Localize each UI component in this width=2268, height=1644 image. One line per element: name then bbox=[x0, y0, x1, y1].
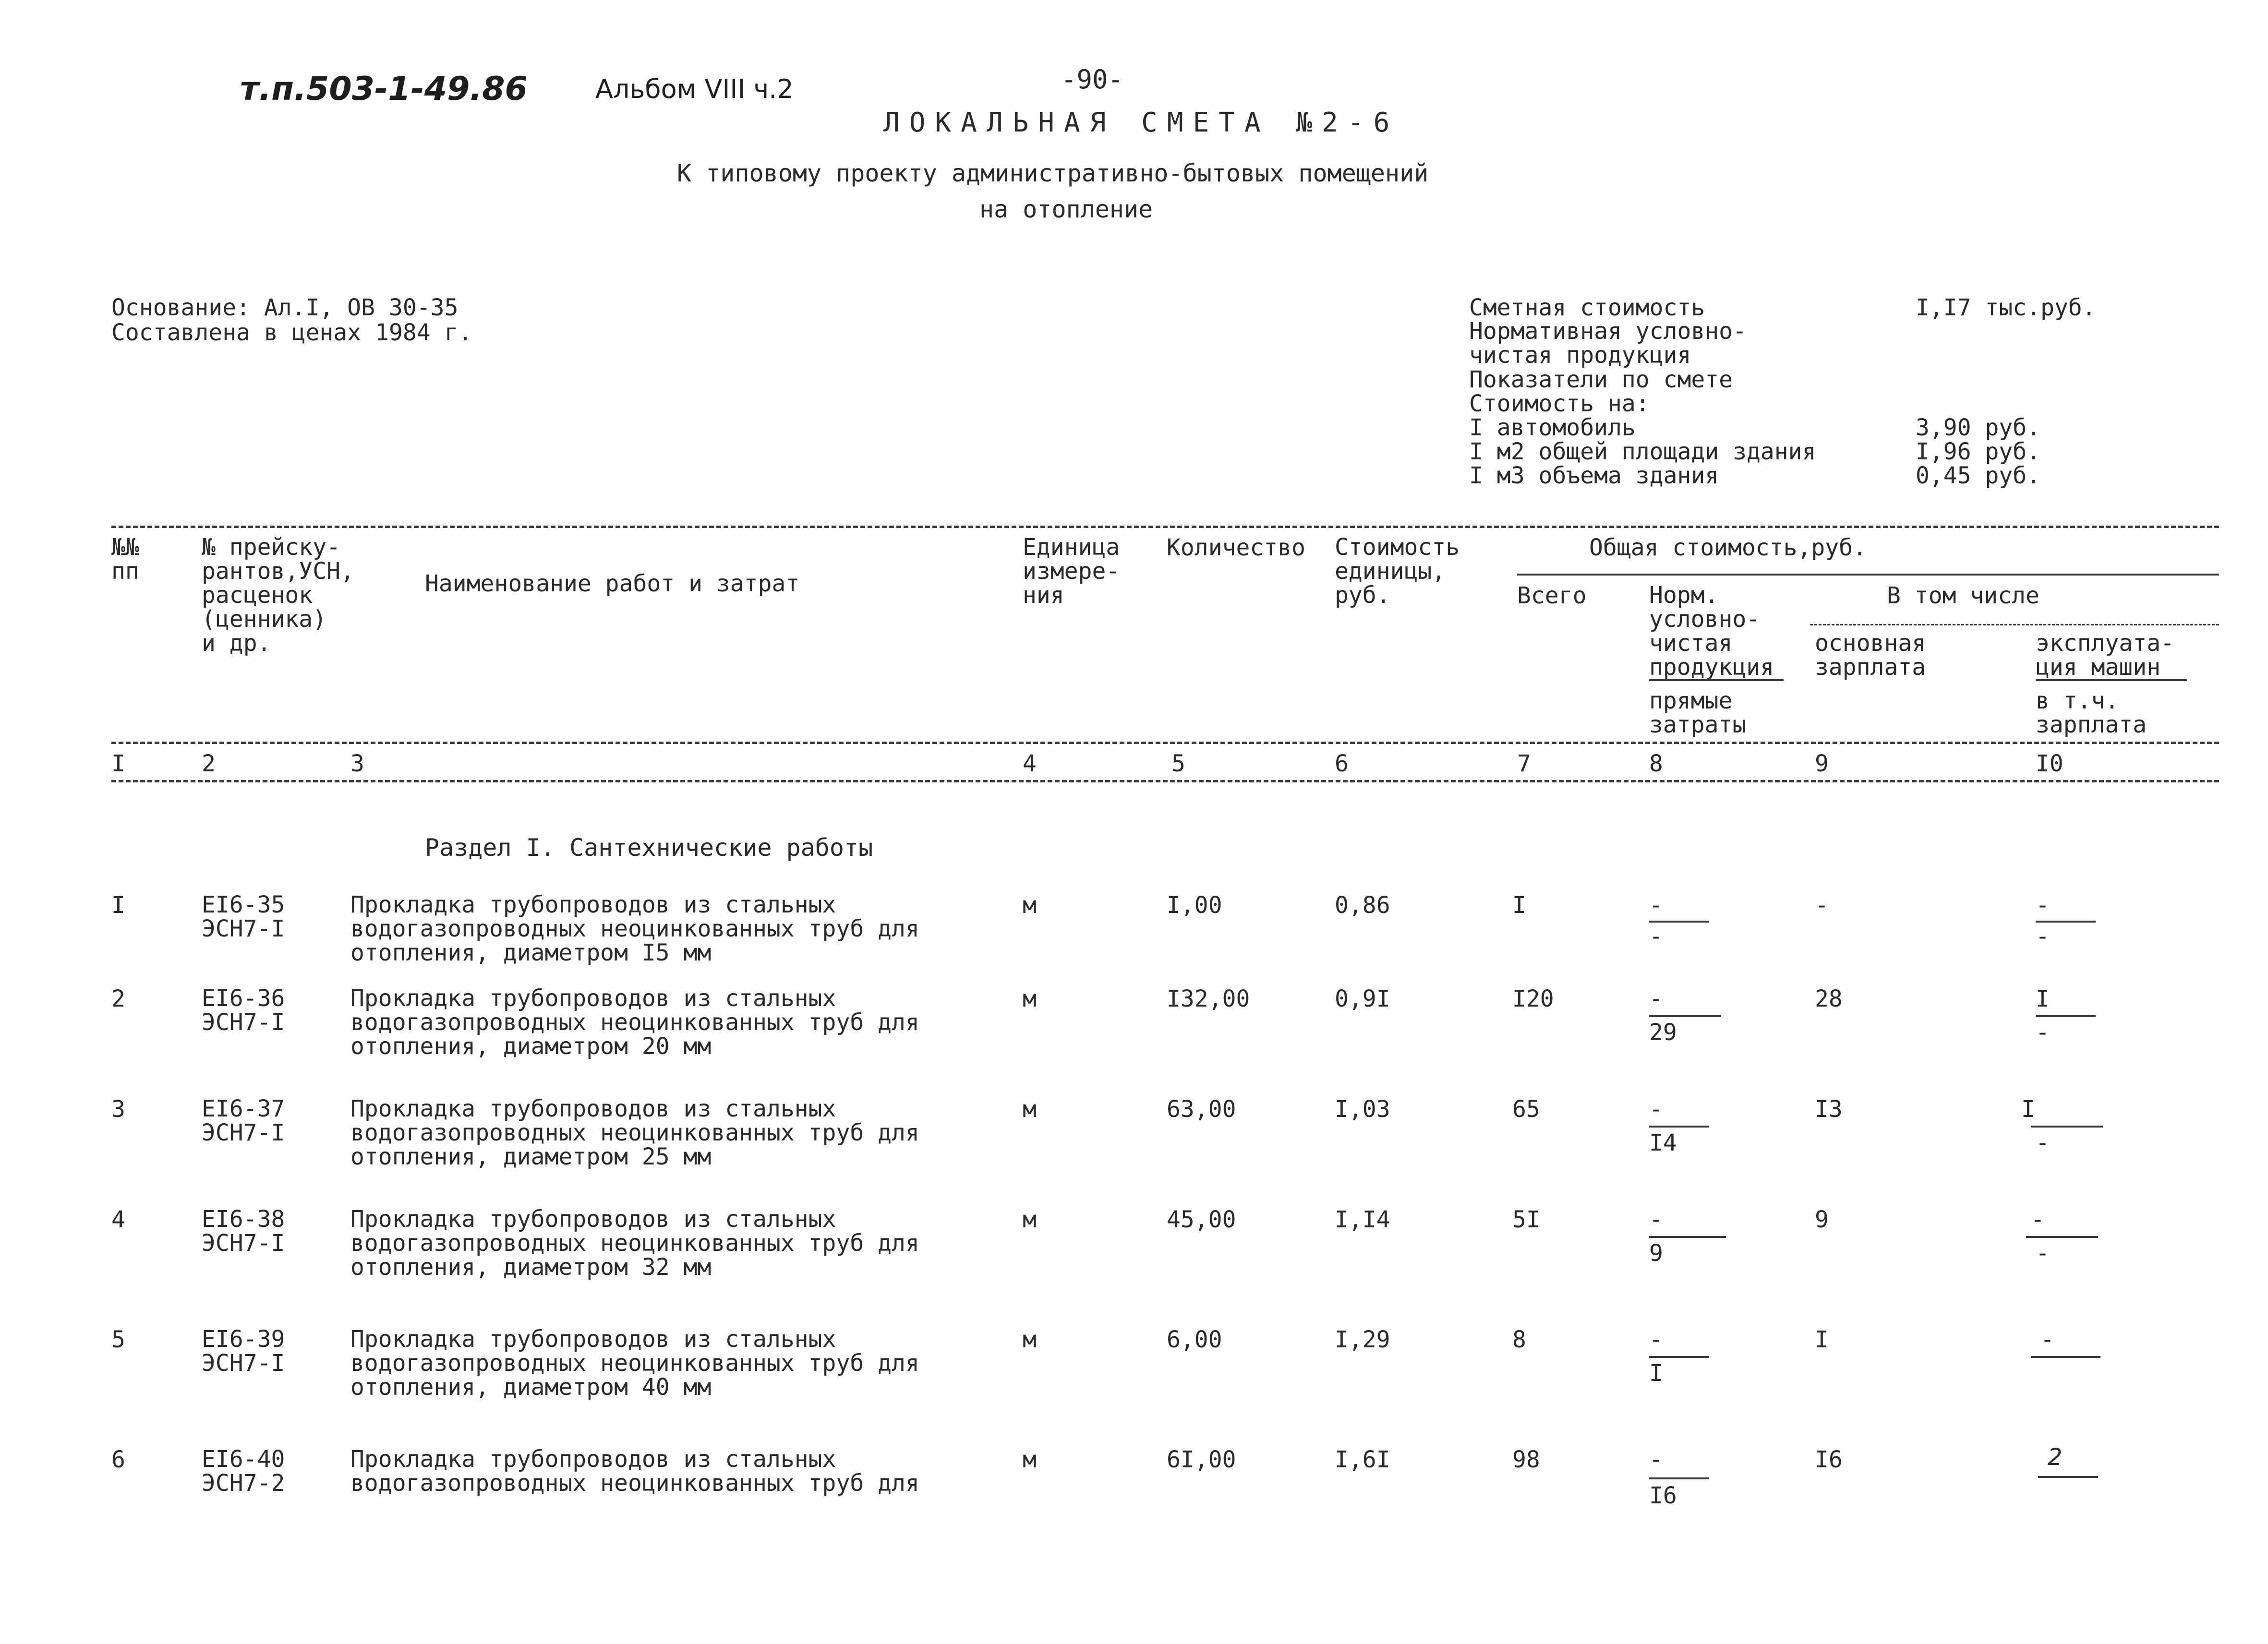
row-name: Прокладка трубопроводов из стальных водогазопроводных неоцинкованных труб для отопления, диаметром 32 мм bbox=[350, 1206, 919, 1281]
row-qty: 63,00 bbox=[1167, 1096, 1236, 1123]
row-unit-cost: 0,9I bbox=[1335, 985, 1390, 1012]
row-code: ЕI6-38 ЭСН7-I bbox=[202, 1206, 285, 1257]
row-salary: I3 bbox=[1815, 1096, 1843, 1123]
col-number-7: 7 bbox=[1517, 750, 1531, 777]
table-top-rule bbox=[111, 526, 2219, 528]
row-norm-bottom: 9 bbox=[1649, 1240, 1663, 1267]
row-unit: м bbox=[1023, 1096, 1037, 1123]
row-norm-fraction-line bbox=[1649, 1015, 1721, 1017]
indicators-label: Показатели по смете bbox=[1469, 366, 1733, 393]
document-subtitle-2: на отопление bbox=[979, 195, 1153, 223]
row-unit: м bbox=[1023, 985, 1037, 1012]
row-salary: 28 bbox=[1815, 985, 1843, 1012]
row-total: 98 bbox=[1512, 1446, 1540, 1473]
row-norm-top: - bbox=[1649, 985, 1663, 1012]
row-code: ЕI6-36 ЭСН7-I bbox=[202, 985, 285, 1036]
header-bottom-rule bbox=[111, 742, 2219, 744]
col-header-total: Всего bbox=[1517, 582, 1587, 609]
row-machine-top: 2 bbox=[2048, 1444, 2063, 1471]
per-m2-label: I м2 общей площади здания bbox=[1469, 438, 1816, 465]
per-m3-label: I м3 объема здания bbox=[1469, 462, 1719, 489]
row-machine-fraction-line bbox=[2038, 1476, 2098, 1478]
col-number-5: 5 bbox=[1171, 750, 1185, 777]
row-total: I20 bbox=[1512, 985, 1554, 1012]
row-norm-fraction-line bbox=[1649, 1126, 1709, 1128]
col-number-6: 6 bbox=[1335, 750, 1349, 777]
per-m3-value: 0,45 руб. bbox=[1916, 462, 2041, 489]
row-norm-bottom: I bbox=[1649, 1360, 1663, 1387]
row-name: Прокладка трубопроводов из стальных водогазопроводных неоцинкованных труб для отопления, диаметром 25 мм bbox=[350, 1095, 919, 1170]
row-salary: - bbox=[1815, 892, 1829, 919]
total-cost-rule bbox=[1517, 574, 2219, 576]
row-machine-fraction-line bbox=[2036, 1015, 2096, 1017]
row-norm-top: - bbox=[1649, 1096, 1663, 1123]
col-number-4: 4 bbox=[1023, 750, 1037, 777]
row-num: 5 bbox=[111, 1326, 125, 1353]
per-car-value: 3,90 руб. bbox=[1916, 414, 2041, 441]
col-header-including: В том числе bbox=[1887, 582, 2039, 609]
machines-underline bbox=[2036, 679, 2187, 681]
row-norm-bottom: 29 bbox=[1649, 1019, 1677, 1046]
row-unit: м bbox=[1023, 892, 1037, 919]
section-title: Раздел I. Сантехнические работы bbox=[425, 834, 873, 862]
including-rule bbox=[1810, 624, 2219, 625]
row-unit-cost: I,I4 bbox=[1335, 1206, 1390, 1233]
col-header-machines: эксплуата- ция машин bbox=[2036, 630, 2174, 681]
row-total: 65 bbox=[1512, 1096, 1540, 1123]
col-number-9: 9 bbox=[1815, 750, 1829, 777]
row-machine-bottom: - bbox=[2036, 1240, 2050, 1267]
row-machine-bottom: - bbox=[2036, 1019, 2050, 1046]
col-number-8: 8 bbox=[1649, 750, 1663, 777]
row-name: Прокладка трубопроводов из стальных водогазопроводных неоцинкованных труб для отопления, диаметром 20 мм bbox=[350, 985, 919, 1060]
row-code: ЕI6-40 ЭСН7-2 bbox=[202, 1446, 285, 1497]
row-norm-bottom: I4 bbox=[1649, 1129, 1677, 1156]
row-total: I bbox=[1512, 892, 1526, 919]
row-norm-top: - bbox=[1649, 1326, 1663, 1353]
col-header-machine-salary: в т.ч. зарплата bbox=[2036, 687, 2147, 738]
norm-underline bbox=[1649, 679, 1784, 681]
per-m2-value: I,96 руб. bbox=[1916, 438, 2041, 465]
col-header-name: Наименование работ и затрат bbox=[425, 570, 800, 597]
row-norm-top: - bbox=[1649, 1206, 1663, 1233]
row-norm-fraction-line bbox=[1649, 1236, 1726, 1238]
col-header-code: № прейску- рантов,УСН, расценок (ценника) и др. bbox=[202, 534, 354, 657]
col-number-2: 2 bbox=[202, 750, 216, 777]
page-number: -90- bbox=[1061, 64, 1124, 95]
row-salary: I6 bbox=[1815, 1446, 1843, 1473]
row-unit: м bbox=[1023, 1206, 1037, 1233]
row-code: ЕI6-35 ЭСН7-I bbox=[202, 891, 285, 942]
row-salary: I bbox=[1815, 1326, 1829, 1353]
col-header-unit-cost: Стоимость единицы, руб. bbox=[1335, 534, 1460, 609]
row-name: Прокладка трубопроводов из стальных водогазопроводных неоцинкованных труб для bbox=[350, 1446, 919, 1497]
row-qty: I32,00 bbox=[1167, 985, 1250, 1012]
row-machine-top: I bbox=[2036, 985, 2050, 1012]
row-norm-fraction-line bbox=[1649, 1477, 1709, 1479]
estimated-cost-label: Сметная стоимость bbox=[1469, 294, 1705, 321]
row-qty: 6I,00 bbox=[1167, 1446, 1236, 1473]
album-label: Альбом VIII ч.2 bbox=[595, 74, 794, 104]
col-number-10: I0 bbox=[2036, 750, 2063, 777]
row-num: 2 bbox=[111, 985, 125, 1012]
row-num: 3 bbox=[111, 1096, 125, 1123]
row-machine-fraction-line bbox=[2036, 921, 2096, 923]
row-norm-top: - bbox=[1649, 1446, 1663, 1473]
row-code: ЕI6-37 ЭСН7-I bbox=[202, 1095, 285, 1146]
document-title: ЛОКАЛЬНАЯ СМЕТА №2-6 bbox=[883, 107, 1399, 138]
row-qty: 6,00 bbox=[1167, 1326, 1222, 1353]
row-code: ЕI6-39 ЭСН7-I bbox=[202, 1326, 285, 1377]
row-machine-top: - bbox=[2040, 1326, 2054, 1353]
row-unit-cost: 0,86 bbox=[1335, 892, 1390, 919]
col-header-norm: Норм. условно- чистая продукция bbox=[1649, 582, 1774, 681]
row-machine-fraction-line bbox=[2031, 1356, 2100, 1358]
col-header-total-cost: Общая стоимость,руб. bbox=[1589, 534, 1867, 561]
row-norm-bottom: I6 bbox=[1649, 1482, 1677, 1509]
row-name: Прокладка трубопроводов из стальных водогазопроводных неоцинкованных труб для отопления, диаметром 40 мм bbox=[350, 1326, 919, 1401]
row-name: Прокладка трубопроводов из стальных водогазопроводных неоцинкованных труб для отопления, диаметром I5 мм bbox=[350, 891, 919, 966]
row-norm-fraction-line bbox=[1649, 921, 1709, 923]
row-unit-cost: I,03 bbox=[1335, 1096, 1390, 1123]
row-machine-fraction-line bbox=[2026, 1236, 2098, 1238]
col-header-salary: основная зарплата bbox=[1815, 630, 1926, 681]
col-header-direct-costs: прямые затраты bbox=[1649, 687, 1747, 738]
row-total: 5I bbox=[1512, 1206, 1540, 1233]
per-car-label: I автомобиль bbox=[1469, 414, 1636, 441]
row-machine-bottom: - bbox=[2036, 1129, 2050, 1156]
col-header-qty: Количество bbox=[1167, 534, 1305, 561]
row-norm-bottom: - bbox=[1649, 923, 1663, 950]
col-header-unit: Единица измере- ния bbox=[1023, 534, 1120, 609]
col-header-num: №№ пп bbox=[111, 534, 139, 585]
col-number-1: I bbox=[111, 750, 125, 777]
project-code: т.п.503-1-49.86 bbox=[240, 70, 528, 108]
row-machine-top: I bbox=[2021, 1096, 2035, 1123]
row-norm-fraction-line bbox=[1649, 1356, 1709, 1358]
row-unit-cost: I,6I bbox=[1335, 1446, 1390, 1473]
row-norm-top: - bbox=[1649, 892, 1663, 919]
col-number-3: 3 bbox=[350, 750, 364, 777]
row-machine-bottom: - bbox=[2036, 923, 2050, 950]
basis-prices-line: Составлена в ценах 1984 г. bbox=[111, 319, 472, 346]
row-num: 4 bbox=[111, 1206, 125, 1233]
row-unit: м bbox=[1023, 1326, 1037, 1353]
row-total: 8 bbox=[1512, 1326, 1526, 1353]
document-subtitle: К типовому проекту административно-бытовых помещений bbox=[677, 159, 1429, 187]
normative-label: Нормативная условно- чистая продукция bbox=[1469, 318, 1747, 369]
row-num: I bbox=[111, 892, 125, 919]
row-machine-top: - bbox=[2031, 1206, 2045, 1233]
row-machine-top: - bbox=[2036, 892, 2050, 919]
row-qty: 45,00 bbox=[1167, 1206, 1236, 1233]
numbers-bottom-rule bbox=[111, 780, 2219, 782]
row-machine-fraction-line bbox=[2031, 1126, 2103, 1128]
basis-line: Основание: Ал.I, ОВ 30-35 bbox=[111, 294, 458, 321]
row-salary: 9 bbox=[1815, 1206, 1829, 1233]
row-unit-cost: I,29 bbox=[1335, 1326, 1390, 1353]
row-num: 6 bbox=[111, 1446, 125, 1473]
row-qty: I,00 bbox=[1167, 892, 1222, 919]
estimated-cost-value: I,I7 тыс.руб. bbox=[1916, 294, 2096, 321]
row-unit: м bbox=[1023, 1446, 1037, 1473]
cost-per-label: Стоимость на: bbox=[1469, 390, 1650, 417]
